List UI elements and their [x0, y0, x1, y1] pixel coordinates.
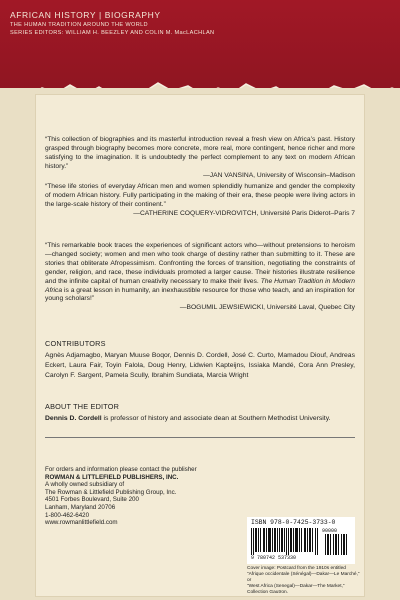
series-editors: SERIES EDITORS: WILLIAM H. BEEZLEY AND COLIN M. MacLACHLAN	[10, 30, 215, 36]
publisher-line: A wholly owned subsidiary of	[45, 481, 125, 489]
quote-attribution: —CATHERINE COQUERY-VIDROVITCH, Université Paris Diderot–Paris 7	[133, 209, 355, 217]
quote-text-part: “This remarkable book traces the experiences of significant actors who—without pretensions to heroism—changed society; women and men who took charge of destiny rather than submitting to it. These are stories that obliterate Afropessimism. Confronting the forces of transition, negotiating the constraints of gender, religion, and race, these individuals promoted a larger cause. Their histories illustrate resilience and the infinite capital of human creativity necessary to make their lives.	[45, 242, 355, 285]
publisher-name: ROWMAN & LITTLEFIELD PUBLISHERS, INC.	[45, 473, 179, 481]
about-editor-heading: ABOUT THE EDITOR	[45, 402, 120, 411]
quote-attribution: —JAN VANSINA, University of Wisconsin–Madison	[203, 171, 355, 179]
series-category: AFRICAN HISTORY | BIOGRAPHY	[10, 10, 161, 20]
barcode-addon: 90000	[322, 528, 338, 534]
publisher-line: For orders and information please contact the publisher	[45, 466, 197, 473]
editor-bio	[45, 414, 355, 423]
series-header	[10, 10, 214, 37]
review-quote-jewsiewicki	[45, 242, 355, 313]
publisher-line: The Rowman & Littlefield Publishing Group, Inc.	[45, 488, 177, 496]
quote-text	[45, 242, 355, 304]
quote-text-part: is a great lesson in humanity, an inexhaustible resource for those who teach, and an inspiration for young scholars!”	[45, 286, 355, 303]
publisher-line: 4501 Forbes Boulevard, Suite 200	[45, 496, 139, 504]
review-quote-coquery-vidrovitch	[45, 183, 355, 219]
credit-line: Cover image: Postcard from the 1910s entitled	[247, 566, 346, 571]
divider-rule	[45, 437, 355, 438]
series-title: THE HUMAN TRADITION AROUND THE WORLD	[10, 22, 148, 28]
editor-name: Dennis D. Cordell	[45, 415, 102, 422]
quote-text: “This collection of biographies and its masterful introduction reveal a fresh view on Africa’s past. History grasped through biography becomes more concrete, more real, more contingent, hence richer and more satisfying to the imagination. It is undoubtedly the perfect complement to any text on modern African history.”	[45, 136, 355, 170]
book-title: The Human Tradition in Modern Africa	[45, 277, 356, 294]
publisher-url: www.rowmanlittlefield.com	[45, 519, 118, 527]
review-quote-vansina	[45, 136, 355, 181]
barcode-number: 9 780742 537330	[251, 555, 297, 561]
quote-attribution: —BOGUMIL JEWSIEWICKI, Université Laval, Quebec City	[179, 304, 355, 312]
publisher-info	[45, 466, 197, 527]
contributors-list: Agnès Adjamagbo, Maryan Muuse Boqor, Dennis D. Cordell, José C. Curto, Mamadou Diouf, Andreas Eckert, Laura Fair, Toyin Falola, Doug Henry, Lidwien Kapteijns, Issiaka Mandé, Cora Ann Presley, Carolyn F. Sargent, Pamela Scully, Ibrahim Sundiata, Marcia Wright	[45, 352, 355, 379]
publisher-phone: 1-800-462-6420	[45, 511, 90, 519]
isbn-text: ISBN 978-0-7425-3733-0	[251, 519, 336, 526]
credit-line: “Afrique occidentale (Sénégal)—Dakar—Le Marché,” or	[247, 572, 360, 583]
credit-line: “West Africa (Senegal)—Dakar—The Market,” Collection Gautron.	[247, 584, 345, 595]
isbn-barcode	[247, 517, 355, 564]
publisher-line: Lanham, Maryland 20706	[45, 503, 116, 511]
quote-text: “These life stories of everyday African men and women splendidly humanize and gender the complexity of modern African history. Fully participating in the making of their era, these people were living actors in the large-scale history of their continent.”	[45, 183, 355, 208]
cover-image-credit	[247, 566, 362, 596]
contributors-heading: CONTRIBUTORS	[45, 339, 106, 348]
editor-bio-text: is professor of history and associate dean at Southern Methodist University.	[101, 415, 331, 422]
